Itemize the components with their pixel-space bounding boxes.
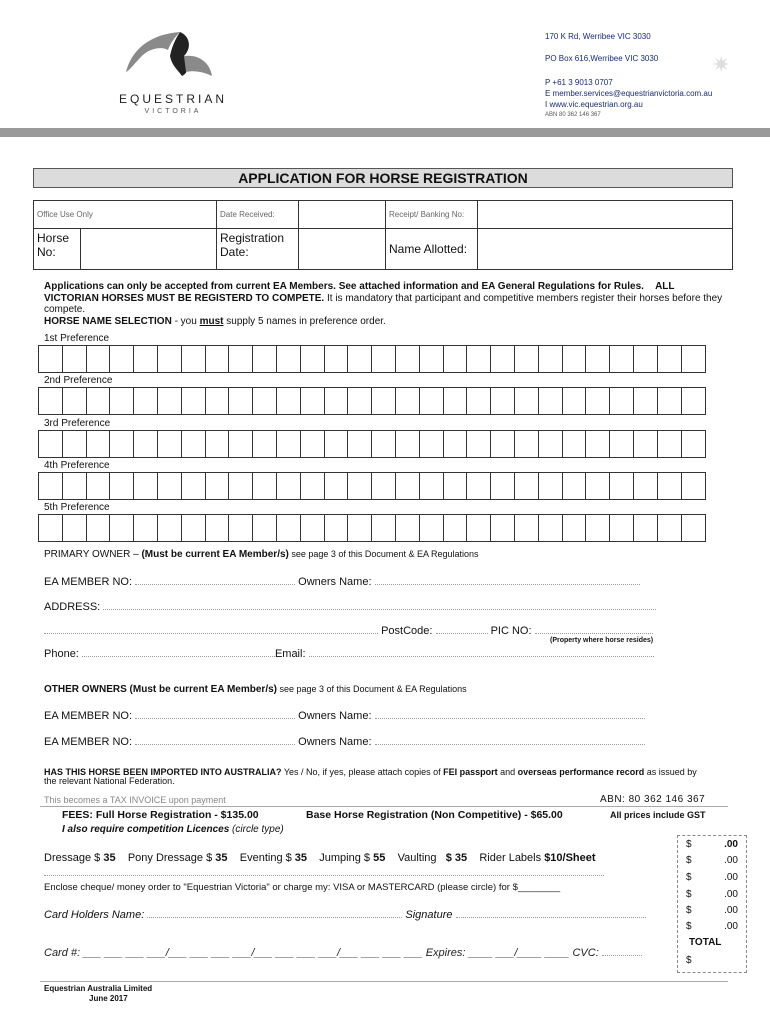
preference-3-label: 3rd Preference bbox=[44, 418, 111, 429]
date-received-field[interactable] bbox=[299, 201, 386, 229]
primary-owner-title: PRIMARY OWNER – bbox=[44, 549, 142, 560]
preference-2-label: 2nd Preference bbox=[44, 375, 113, 386]
letter-box[interactable] bbox=[420, 346, 444, 372]
footer-divider bbox=[40, 981, 728, 982]
letter-box[interactable] bbox=[277, 346, 301, 372]
footer-org: Equestrian Australia Limited bbox=[44, 984, 153, 993]
registration-date-cell bbox=[217, 229, 386, 270]
letter-box[interactable] bbox=[444, 346, 468, 372]
licence-dressage[interactable]: Dressage $ 35 bbox=[44, 852, 116, 864]
letter-box[interactable] bbox=[325, 515, 349, 541]
signature-label: Signature bbox=[405, 909, 453, 921]
letter-box[interactable] bbox=[206, 346, 230, 372]
primary-owner-heading bbox=[44, 549, 479, 560]
licence-rider-labels[interactable]: Rider Labels $10/Sheet bbox=[479, 852, 596, 864]
letter-box[interactable] bbox=[229, 346, 253, 372]
letter-box[interactable] bbox=[682, 346, 706, 372]
letter-box[interactable] bbox=[444, 473, 468, 499]
other-owner-row-1 bbox=[44, 709, 645, 722]
card-holder-label: Card Holders Name: bbox=[44, 909, 145, 921]
letter-box[interactable] bbox=[467, 473, 491, 499]
card-number-row bbox=[44, 946, 642, 959]
receipt-label: Receipt/ Banking No: bbox=[386, 201, 478, 229]
letter-box[interactable] bbox=[682, 431, 706, 457]
letter-box[interactable] bbox=[110, 388, 134, 414]
letter-box[interactable] bbox=[586, 388, 610, 414]
letter-box[interactable] bbox=[491, 346, 515, 372]
licence-vaulting[interactable]: Vaulting $ 35 bbox=[397, 852, 468, 864]
other-owners-heading bbox=[44, 684, 467, 695]
letter-box[interactable] bbox=[134, 473, 158, 499]
footer-date: June 2017 bbox=[89, 994, 128, 1003]
letter-box[interactable] bbox=[610, 473, 634, 499]
letter-box[interactable] bbox=[515, 388, 539, 414]
letter-box[interactable] bbox=[325, 388, 349, 414]
letter-box[interactable] bbox=[634, 346, 658, 372]
primary-owner-requirement: (Must be current EA Member/s) bbox=[141, 549, 289, 560]
licence-pony-dressage[interactable]: Pony Dressage $ 35 bbox=[127, 852, 228, 864]
letter-box[interactable] bbox=[253, 473, 277, 499]
letter-box[interactable] bbox=[515, 473, 539, 499]
letter-box[interactable] bbox=[396, 473, 420, 499]
primary-member-no-label: EA MEMBER NO: bbox=[44, 576, 133, 588]
horse-no-label: Horse No: bbox=[34, 229, 81, 269]
name-allotted-label: Name Allotted: bbox=[386, 229, 478, 270]
letter-box[interactable] bbox=[110, 346, 134, 372]
primary-member-row bbox=[44, 575, 640, 588]
letter-box[interactable] bbox=[158, 388, 182, 414]
letter-box[interactable] bbox=[563, 515, 587, 541]
letter-box[interactable] bbox=[253, 515, 277, 541]
letter-box[interactable] bbox=[682, 515, 706, 541]
letter-box[interactable] bbox=[206, 473, 230, 499]
contact-abn: ABN 80 362 146 367 bbox=[545, 112, 601, 118]
letter-box[interactable] bbox=[658, 431, 682, 457]
gst-note: All prices include GST bbox=[610, 810, 706, 820]
letter-box[interactable] bbox=[515, 431, 539, 457]
letter-box[interactable] bbox=[539, 431, 563, 457]
card-holder-field[interactable] bbox=[147, 908, 402, 918]
preference-4-label: 4th Preference bbox=[44, 460, 110, 471]
letter-box[interactable] bbox=[206, 515, 230, 541]
other-member-no-label-2: EA MEMBER NO: bbox=[44, 736, 133, 748]
letter-box[interactable] bbox=[158, 473, 182, 499]
preference-5-label: 5th Preference bbox=[44, 502, 110, 513]
total-amount[interactable]: $ bbox=[686, 955, 692, 966]
letter-box[interactable] bbox=[325, 431, 349, 457]
letter-box[interactable] bbox=[682, 388, 706, 414]
import-question-b: and bbox=[497, 767, 518, 777]
letter-box[interactable] bbox=[444, 431, 468, 457]
tax-invoice-note: This becomes a TAX INVOICE upon payment bbox=[44, 795, 226, 805]
letter-box[interactable] bbox=[39, 346, 63, 372]
letter-box[interactable] bbox=[158, 515, 182, 541]
phone-label: Phone: bbox=[44, 648, 79, 660]
primary-member-no-field[interactable] bbox=[135, 575, 295, 585]
licences-bold: I also require competition Licences bbox=[62, 824, 230, 835]
letter-box[interactable] bbox=[563, 473, 587, 499]
letter-box[interactable] bbox=[658, 515, 682, 541]
brand-subtitle: VICTORIA bbox=[144, 108, 202, 115]
licences-heading bbox=[62, 824, 284, 835]
contact-phone: P +61 3 9013 0707 bbox=[545, 78, 613, 87]
letter-box[interactable] bbox=[87, 431, 111, 457]
primary-address-field-2[interactable] bbox=[44, 624, 378, 634]
letter-box[interactable] bbox=[515, 515, 539, 541]
licences-note: (circle type) bbox=[229, 824, 284, 835]
other-owners-name-field-1[interactable] bbox=[375, 709, 645, 719]
letter-box[interactable] bbox=[134, 388, 158, 414]
letter-box[interactable] bbox=[229, 388, 253, 414]
star-icon: ✷ bbox=[712, 52, 731, 77]
letter-box[interactable] bbox=[325, 473, 349, 499]
card-expires-field[interactable]: Expires: ____ ___/____ ____ bbox=[425, 947, 570, 959]
letter-box[interactable] bbox=[634, 515, 658, 541]
primary-postcode-row bbox=[44, 624, 653, 637]
letter-box[interactable] bbox=[539, 473, 563, 499]
pic-no-label: PIC NO: bbox=[490, 625, 532, 637]
letter-box[interactable] bbox=[658, 388, 682, 414]
letter-box[interactable] bbox=[253, 388, 277, 414]
letter-box[interactable] bbox=[372, 388, 396, 414]
letter-box[interactable] bbox=[134, 515, 158, 541]
primary-address-field[interactable] bbox=[103, 600, 656, 610]
letter-box[interactable] bbox=[63, 515, 87, 541]
import-question-a: Yes / No, if yes, please attach copies of bbox=[281, 767, 444, 777]
letter-box[interactable] bbox=[229, 431, 253, 457]
letter-box[interactable] bbox=[301, 473, 325, 499]
total-label: TOTAL bbox=[689, 937, 722, 948]
letter-box[interactable] bbox=[563, 346, 587, 372]
primary-address-label: ADDRESS: bbox=[44, 601, 101, 613]
header-divider-bar bbox=[0, 128, 770, 137]
letter-box[interactable] bbox=[491, 515, 515, 541]
letter-box[interactable] bbox=[134, 346, 158, 372]
letter-box[interactable] bbox=[182, 473, 206, 499]
fee-amount-5[interactable]: $ .00 bbox=[686, 905, 738, 916]
preference-2-grid[interactable] bbox=[38, 387, 706, 415]
letter-box[interactable] bbox=[63, 431, 87, 457]
licence-divider bbox=[44, 875, 604, 876]
payment-instructions: Enclose cheque/ money order to "Equestrian Victoria" or charge my: VISA or MASTERCARD (please circle) for $________ bbox=[44, 882, 561, 893]
licence-options-row bbox=[44, 852, 596, 864]
letter-box[interactable] bbox=[444, 388, 468, 414]
letter-box[interactable] bbox=[396, 346, 420, 372]
registration-date-field[interactable] bbox=[299, 229, 385, 269]
letter-box[interactable] bbox=[610, 388, 634, 414]
letter-box[interactable] bbox=[253, 346, 277, 372]
letter-box[interactable] bbox=[87, 388, 111, 414]
horse-head-logo-icon bbox=[118, 26, 218, 90]
selection-must: must bbox=[199, 315, 224, 327]
letter-box[interactable] bbox=[206, 388, 230, 414]
letter-box[interactable] bbox=[277, 388, 301, 414]
letter-box[interactable] bbox=[229, 473, 253, 499]
letter-box[interactable] bbox=[301, 346, 325, 372]
fee-amount-1[interactable]: $ .00 bbox=[686, 839, 738, 850]
import-fei-passport: FEI passport bbox=[443, 767, 498, 777]
other-owners-title: OTHER OWNERS (Must be current EA Member/s) bbox=[44, 684, 277, 695]
letter-box[interactable] bbox=[515, 346, 539, 372]
other-member-no-label-1: EA MEMBER NO: bbox=[44, 710, 133, 722]
intro-normal: It is mandatory that participant and competitive members register their horses before they compete. bbox=[44, 292, 723, 315]
base-registration-fee: Base Horse Registration (Non Competitive) - $65.00 bbox=[306, 809, 563, 821]
pic-note: (Property where horse resides) bbox=[550, 637, 654, 644]
full-registration-fee: FEES: Full Horse Registration - $135.00 bbox=[62, 809, 259, 821]
licence-eventing[interactable]: Eventing $ 35 bbox=[239, 852, 308, 864]
letter-box[interactable] bbox=[586, 515, 610, 541]
primary-owner-note: see page 3 of this Document & EA Regulations bbox=[288, 549, 479, 559]
intro-text bbox=[44, 281, 724, 327]
letter-box[interactable] bbox=[586, 431, 610, 457]
preference-1-label: 1st Preference bbox=[44, 333, 110, 344]
letter-box[interactable] bbox=[110, 515, 134, 541]
letter-box[interactable] bbox=[396, 431, 420, 457]
other-owners-name-field-2[interactable] bbox=[375, 735, 645, 745]
other-owners-note: see page 3 of this Document & EA Regulations bbox=[277, 684, 467, 694]
brand-name: EQUESTRIAN bbox=[118, 92, 227, 106]
letter-box[interactable] bbox=[372, 515, 396, 541]
letter-box[interactable] bbox=[467, 431, 491, 457]
office-use-table bbox=[33, 200, 733, 270]
selection-text-a: - you bbox=[171, 315, 200, 327]
letter-box[interactable] bbox=[87, 473, 111, 499]
letter-box[interactable] bbox=[63, 388, 87, 414]
letter-box[interactable] bbox=[158, 346, 182, 372]
page-title: APPLICATION FOR HORSE REGISTRATION bbox=[33, 168, 733, 188]
letter-box[interactable] bbox=[420, 431, 444, 457]
letter-box[interactable] bbox=[134, 431, 158, 457]
horse-no-cell bbox=[34, 229, 217, 270]
signature-field[interactable] bbox=[456, 908, 646, 918]
letter-box[interactable] bbox=[563, 388, 587, 414]
letter-box[interactable] bbox=[206, 431, 230, 457]
primary-owners-name-label: Owners Name: bbox=[298, 576, 372, 588]
horse-no-field[interactable] bbox=[81, 229, 216, 269]
letter-box[interactable] bbox=[348, 346, 372, 372]
letter-box[interactable] bbox=[467, 515, 491, 541]
intro-bold-1: Applications can only be accepted from current EA Members. See attached information and EA General Regulations for Rules. bbox=[44, 281, 644, 292]
fees-abn: ABN: 80 362 146 367 bbox=[600, 794, 706, 805]
letter-box[interactable] bbox=[372, 346, 396, 372]
letter-box[interactable] bbox=[634, 388, 658, 414]
postcode-field[interactable] bbox=[436, 624, 488, 634]
fee-amount-2[interactable]: $ .00 bbox=[686, 855, 738, 866]
letter-box[interactable] bbox=[539, 346, 563, 372]
letter-box[interactable] bbox=[348, 515, 372, 541]
letter-box[interactable] bbox=[87, 346, 111, 372]
letter-box[interactable] bbox=[39, 473, 63, 499]
letter-box[interactable] bbox=[396, 515, 420, 541]
date-received-label: Date Received: bbox=[217, 201, 299, 229]
primary-address-row bbox=[44, 600, 656, 613]
letter-box[interactable] bbox=[467, 346, 491, 372]
letter-box[interactable] bbox=[372, 431, 396, 457]
letter-box[interactable] bbox=[658, 346, 682, 372]
selection-heading: HORSE NAME SELECTION bbox=[44, 315, 172, 327]
letter-box[interactable] bbox=[420, 388, 444, 414]
letter-box[interactable] bbox=[610, 431, 634, 457]
import-performance-record: overseas performance record bbox=[517, 767, 645, 777]
preference-3-grid[interactable] bbox=[38, 430, 706, 458]
other-owners-name-label-1: Owners Name: bbox=[298, 710, 372, 722]
letter-box[interactable] bbox=[420, 473, 444, 499]
preference-1-grid[interactable] bbox=[38, 345, 706, 373]
letter-box[interactable] bbox=[348, 473, 372, 499]
primary-contact-row bbox=[44, 647, 654, 660]
letter-box[interactable] bbox=[348, 431, 372, 457]
letter-box[interactable] bbox=[563, 431, 587, 457]
cvc-label: CVC: bbox=[572, 947, 599, 959]
letter-box[interactable] bbox=[444, 515, 468, 541]
selection-text-b: supply 5 names in preference order. bbox=[223, 315, 386, 327]
other-member-no-field-1[interactable] bbox=[135, 709, 295, 719]
letter-box[interactable] bbox=[491, 473, 515, 499]
registration-date-label: Registration Date: bbox=[217, 229, 299, 269]
contact-address: 170 K Rd, Werribee VIC 3030 bbox=[545, 32, 651, 41]
letter-box[interactable] bbox=[658, 473, 682, 499]
pic-no-field[interactable] bbox=[535, 624, 653, 634]
letter-box[interactable] bbox=[467, 388, 491, 414]
letter-box[interactable] bbox=[158, 431, 182, 457]
letter-box[interactable] bbox=[610, 346, 634, 372]
letter-box[interactable] bbox=[539, 388, 563, 414]
import-question bbox=[44, 768, 704, 786]
other-owner-row-2 bbox=[44, 735, 645, 748]
letter-box[interactable] bbox=[182, 431, 206, 457]
intro-bold-2: ALL VICTORIAN HORSES MUST BE REGISTERD TO COMPETE. bbox=[44, 281, 675, 304]
letter-box[interactable] bbox=[39, 515, 63, 541]
letter-box[interactable] bbox=[63, 473, 87, 499]
letter-box[interactable] bbox=[63, 346, 87, 372]
letter-box[interactable] bbox=[277, 431, 301, 457]
letter-box[interactable] bbox=[301, 515, 325, 541]
letter-box[interactable] bbox=[182, 515, 206, 541]
letter-box[interactable] bbox=[634, 473, 658, 499]
fees-divider bbox=[40, 806, 728, 807]
letter-box[interactable] bbox=[420, 515, 444, 541]
letter-box[interactable] bbox=[277, 515, 301, 541]
fee-amount-4[interactable]: $ .00 bbox=[686, 889, 738, 900]
letter-box[interactable] bbox=[491, 388, 515, 414]
letter-box[interactable] bbox=[110, 431, 134, 457]
letter-box[interactable] bbox=[182, 346, 206, 372]
other-member-no-field-2[interactable] bbox=[135, 735, 295, 745]
letter-box[interactable] bbox=[39, 388, 63, 414]
office-use-label: Office Use Only bbox=[34, 201, 217, 229]
letter-box[interactable] bbox=[110, 473, 134, 499]
letter-box[interactable] bbox=[301, 431, 325, 457]
postcode-label: PostCode: bbox=[381, 625, 433, 637]
primary-owners-name-field[interactable] bbox=[375, 575, 640, 585]
import-question-c: as issued by the relevant National Federation. bbox=[44, 767, 697, 786]
letter-box[interactable] bbox=[610, 515, 634, 541]
letter-box[interactable] bbox=[491, 431, 515, 457]
letter-box[interactable] bbox=[586, 473, 610, 499]
other-owners-name-label-2: Owners Name: bbox=[298, 736, 372, 748]
email-field[interactable] bbox=[309, 647, 654, 657]
letter-box[interactable] bbox=[396, 388, 420, 414]
card-holder-row bbox=[44, 908, 646, 921]
name-allotted-field[interactable] bbox=[478, 229, 733, 270]
letter-box[interactable] bbox=[39, 431, 63, 457]
letter-box[interactable] bbox=[348, 388, 372, 414]
contact-website[interactable]: I www.vic.equestrian.org.au bbox=[545, 100, 643, 109]
letter-box[interactable] bbox=[301, 388, 325, 414]
preference-5-grid[interactable] bbox=[38, 514, 706, 542]
letter-box[interactable] bbox=[182, 388, 206, 414]
preference-4-grid[interactable] bbox=[38, 472, 706, 500]
letter-box[interactable] bbox=[325, 346, 349, 372]
letter-box[interactable] bbox=[253, 431, 277, 457]
receipt-field[interactable] bbox=[478, 201, 733, 229]
letter-box[interactable] bbox=[372, 473, 396, 499]
letter-box[interactable] bbox=[586, 346, 610, 372]
fee-amount-6[interactable]: $ .00 bbox=[686, 921, 738, 932]
import-question-bold: HAS THIS HORSE BEEN IMPORTED INTO AUSTRALIA? bbox=[44, 767, 282, 777]
email-label: Email: bbox=[274, 648, 306, 660]
contact-email[interactable]: E member.services@equestrianvictoria.com.au bbox=[545, 89, 713, 98]
card-number-field[interactable]: Card #: ___ ___ ___ ___/___ ___ ___ ___/___ ___ ___ ___/___ ___ ___ ___ bbox=[44, 947, 423, 959]
contact-po-box: PO Box 616,Werribee VIC 3030 bbox=[545, 54, 659, 63]
licence-jumping[interactable]: Jumping $ 55 bbox=[319, 852, 386, 864]
letter-box[interactable] bbox=[87, 515, 111, 541]
letter-box[interactable] bbox=[634, 431, 658, 457]
letter-box[interactable] bbox=[277, 473, 301, 499]
letter-box[interactable] bbox=[682, 473, 706, 499]
letter-box[interactable] bbox=[229, 515, 253, 541]
fee-amount-3[interactable]: $ .00 bbox=[686, 872, 738, 883]
letter-box[interactable] bbox=[539, 515, 563, 541]
cvc-field[interactable] bbox=[602, 946, 642, 956]
phone-field[interactable] bbox=[82, 647, 275, 657]
